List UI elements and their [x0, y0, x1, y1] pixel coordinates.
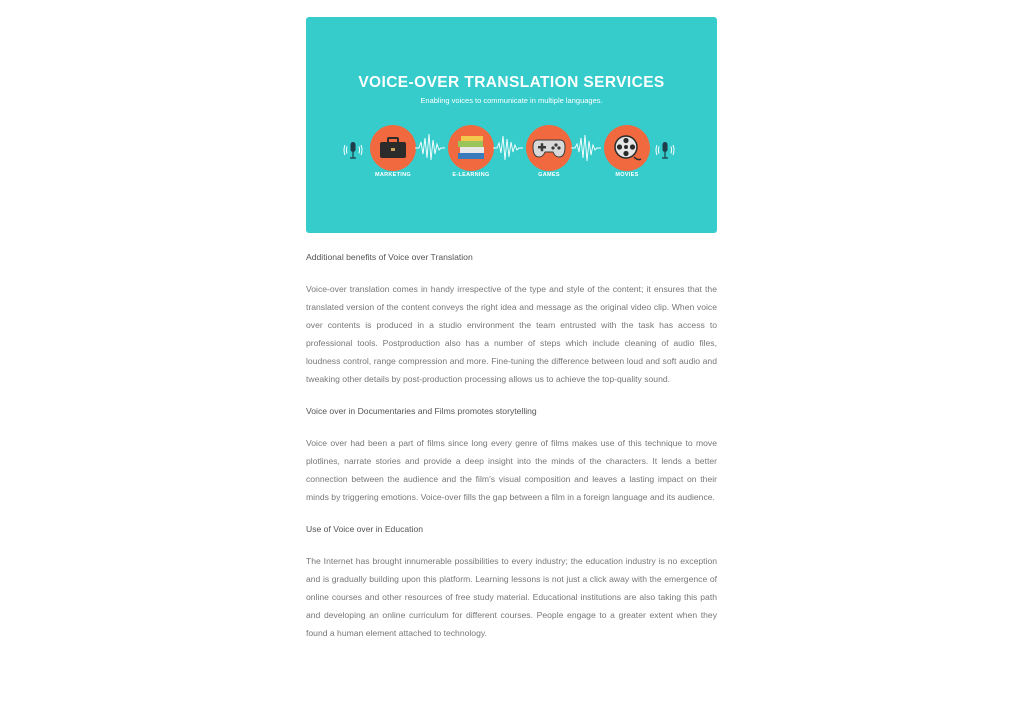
section-body-benefits: Voice-over translation comes in handy irrespective of the type and style of the content; it ensures that the translated version of the content conveys the right idea and message as the original video clip. When voice over contents is produced in a studio environment the team entrusted with the task has access to professional tools. Postproduction also has a number of steps which include cleaning of audio files, loudness control, range compression and more. Fine-tuning the difference between loud and soft audio and tweaking other details by post-production processing allows us to achieve the top-quality sound.	[306, 284, 717, 384]
banner-subtitle: Enabling voices to communicate in multiple languages.	[420, 96, 603, 105]
voice-over-banner	[306, 17, 717, 233]
category-label-marketing: MARKETING	[374, 172, 411, 178]
microphone-icon	[655, 138, 675, 162]
section-heading-education: Use of Voice over in Education	[306, 524, 424, 534]
section-body-education: The Internet has brought innumerable possibilities to every industry; the education industry is no exception and is gradually building upon this platform. Learning lessons is not just a click away with the emergence of online courses and other resources of free study material. Educational institutions are also taking this path and developing an online curriculum for different courses. People engage to a greater extent when they found a human element attached to technology.	[306, 556, 717, 638]
section-body-documentaries: Voice over had been a part of films since long every genre of films makes use of this technique to move plotlines, narrate stories and provide a deep insight into the minds of the characters. It lends a better connection between the audience and the film’s visual composition and leaves a lasting impact on their minds by triggering emotions. Voice-over fills the gap between a film in a foreign language and its audience.	[306, 438, 717, 502]
section-heading-benefits: Additional benefits of Voice over Translation	[306, 252, 473, 262]
sound-wave-icon	[415, 130, 445, 166]
section-heading-documentaries: Voice over in Documentaries and Films promotes storytelling	[306, 406, 537, 416]
category-label-e-learning: E-LEARNING	[452, 172, 490, 178]
marketing-circle	[370, 125, 416, 171]
games-circle	[526, 125, 572, 171]
briefcase-icon	[378, 136, 408, 160]
books-icon	[455, 134, 487, 162]
sound-wave-icon	[493, 130, 523, 166]
film-reel-icon	[612, 133, 642, 163]
microphone-icon	[343, 138, 363, 162]
movies-circle	[604, 125, 650, 171]
category-label-games: GAMES	[538, 172, 560, 178]
article-column	[306, 17, 717, 638]
banner-title: VOICE-OVER TRANSLATION SERVICES	[358, 74, 665, 91]
sound-wave-icon	[571, 130, 601, 166]
gamepad-icon	[532, 137, 566, 159]
category-label-movies: MOVIES	[615, 172, 639, 178]
e-learning-circle	[448, 125, 494, 171]
